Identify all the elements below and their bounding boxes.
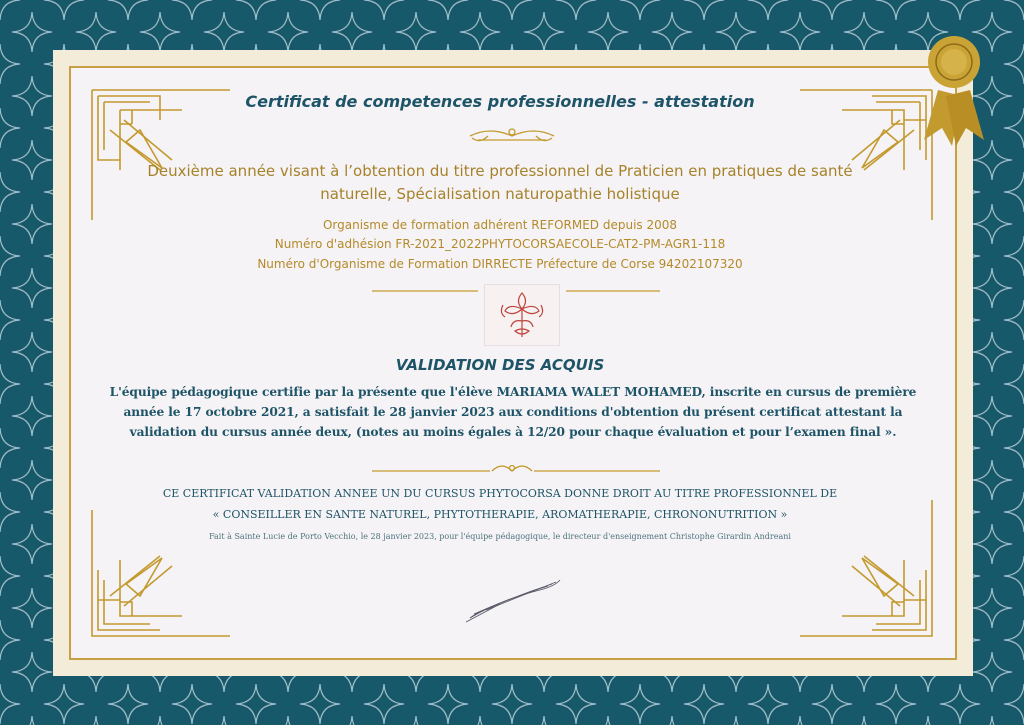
flower-emblem bbox=[484, 284, 560, 346]
organisation-line-2: Numéro d'adhésion FR-2021_2022PHYTOCORSAECOLE-CAT2-PM-AGR1-118 bbox=[274, 237, 726, 251]
subtitle-line-2: naturelle, Spécialisation naturopathie holistique bbox=[320, 185, 680, 203]
flower-emblem-icon bbox=[485, 285, 559, 345]
organisation-line-3: Numéro d'Organisme de Formation DIRRECTE Préfecture de Corse 94202107320 bbox=[257, 257, 743, 271]
certification-statement bbox=[85, 382, 941, 442]
validation-heading: VALIDATION DES ACQUIS bbox=[395, 356, 605, 374]
signoff-line: Fait à Sainte Lucie de Porto Vecchio, le 28 janvier 2023, pour l'équipe pédagogique, le directeur d'enseignement Christophe Girardin Andreani bbox=[209, 532, 791, 541]
organisation-line-1: Organisme de formation adhérent REFORMED depuis 2008 bbox=[322, 218, 678, 232]
professional-title-rights-line-1: CE CERTIFICAT VALIDATION ANNEE UN DU CURSUS PHYTOCORSA DONNE DROIT AU TITRE PROFESSIONNEL DE bbox=[162, 487, 838, 500]
statement-line-3: validation du cursus année deux, (notes au moins égales à 12/20 pour chaque évaluation et pour l’examen final ». bbox=[129, 425, 897, 439]
certificate-subtitle bbox=[90, 160, 910, 206]
statement-line-1: L'équipe pédagogique certifie par la présente que l'élève MARIAMA WALET MOHAMED, inscrite en cursus de première bbox=[109, 385, 917, 399]
certificate-title: Certificat de competences professionnelles - attestation bbox=[245, 92, 755, 111]
subtitle-line-1: Deuxième année visant à l’obtention du titre professionnel de Praticien en pratiques de santé bbox=[147, 162, 853, 180]
professional-title-rights-line-2: « CONSEILLER EN SANTE NATUREL, PHYTOTHERAPIE, AROMATHERAPIE, CHRONONUTRITION » bbox=[212, 508, 788, 521]
statement-line-2: année le 17 octobre 2021, a satisfait le 28 janvier 2023 aux conditions d'obtention du présent certificat attestant la bbox=[123, 405, 903, 419]
